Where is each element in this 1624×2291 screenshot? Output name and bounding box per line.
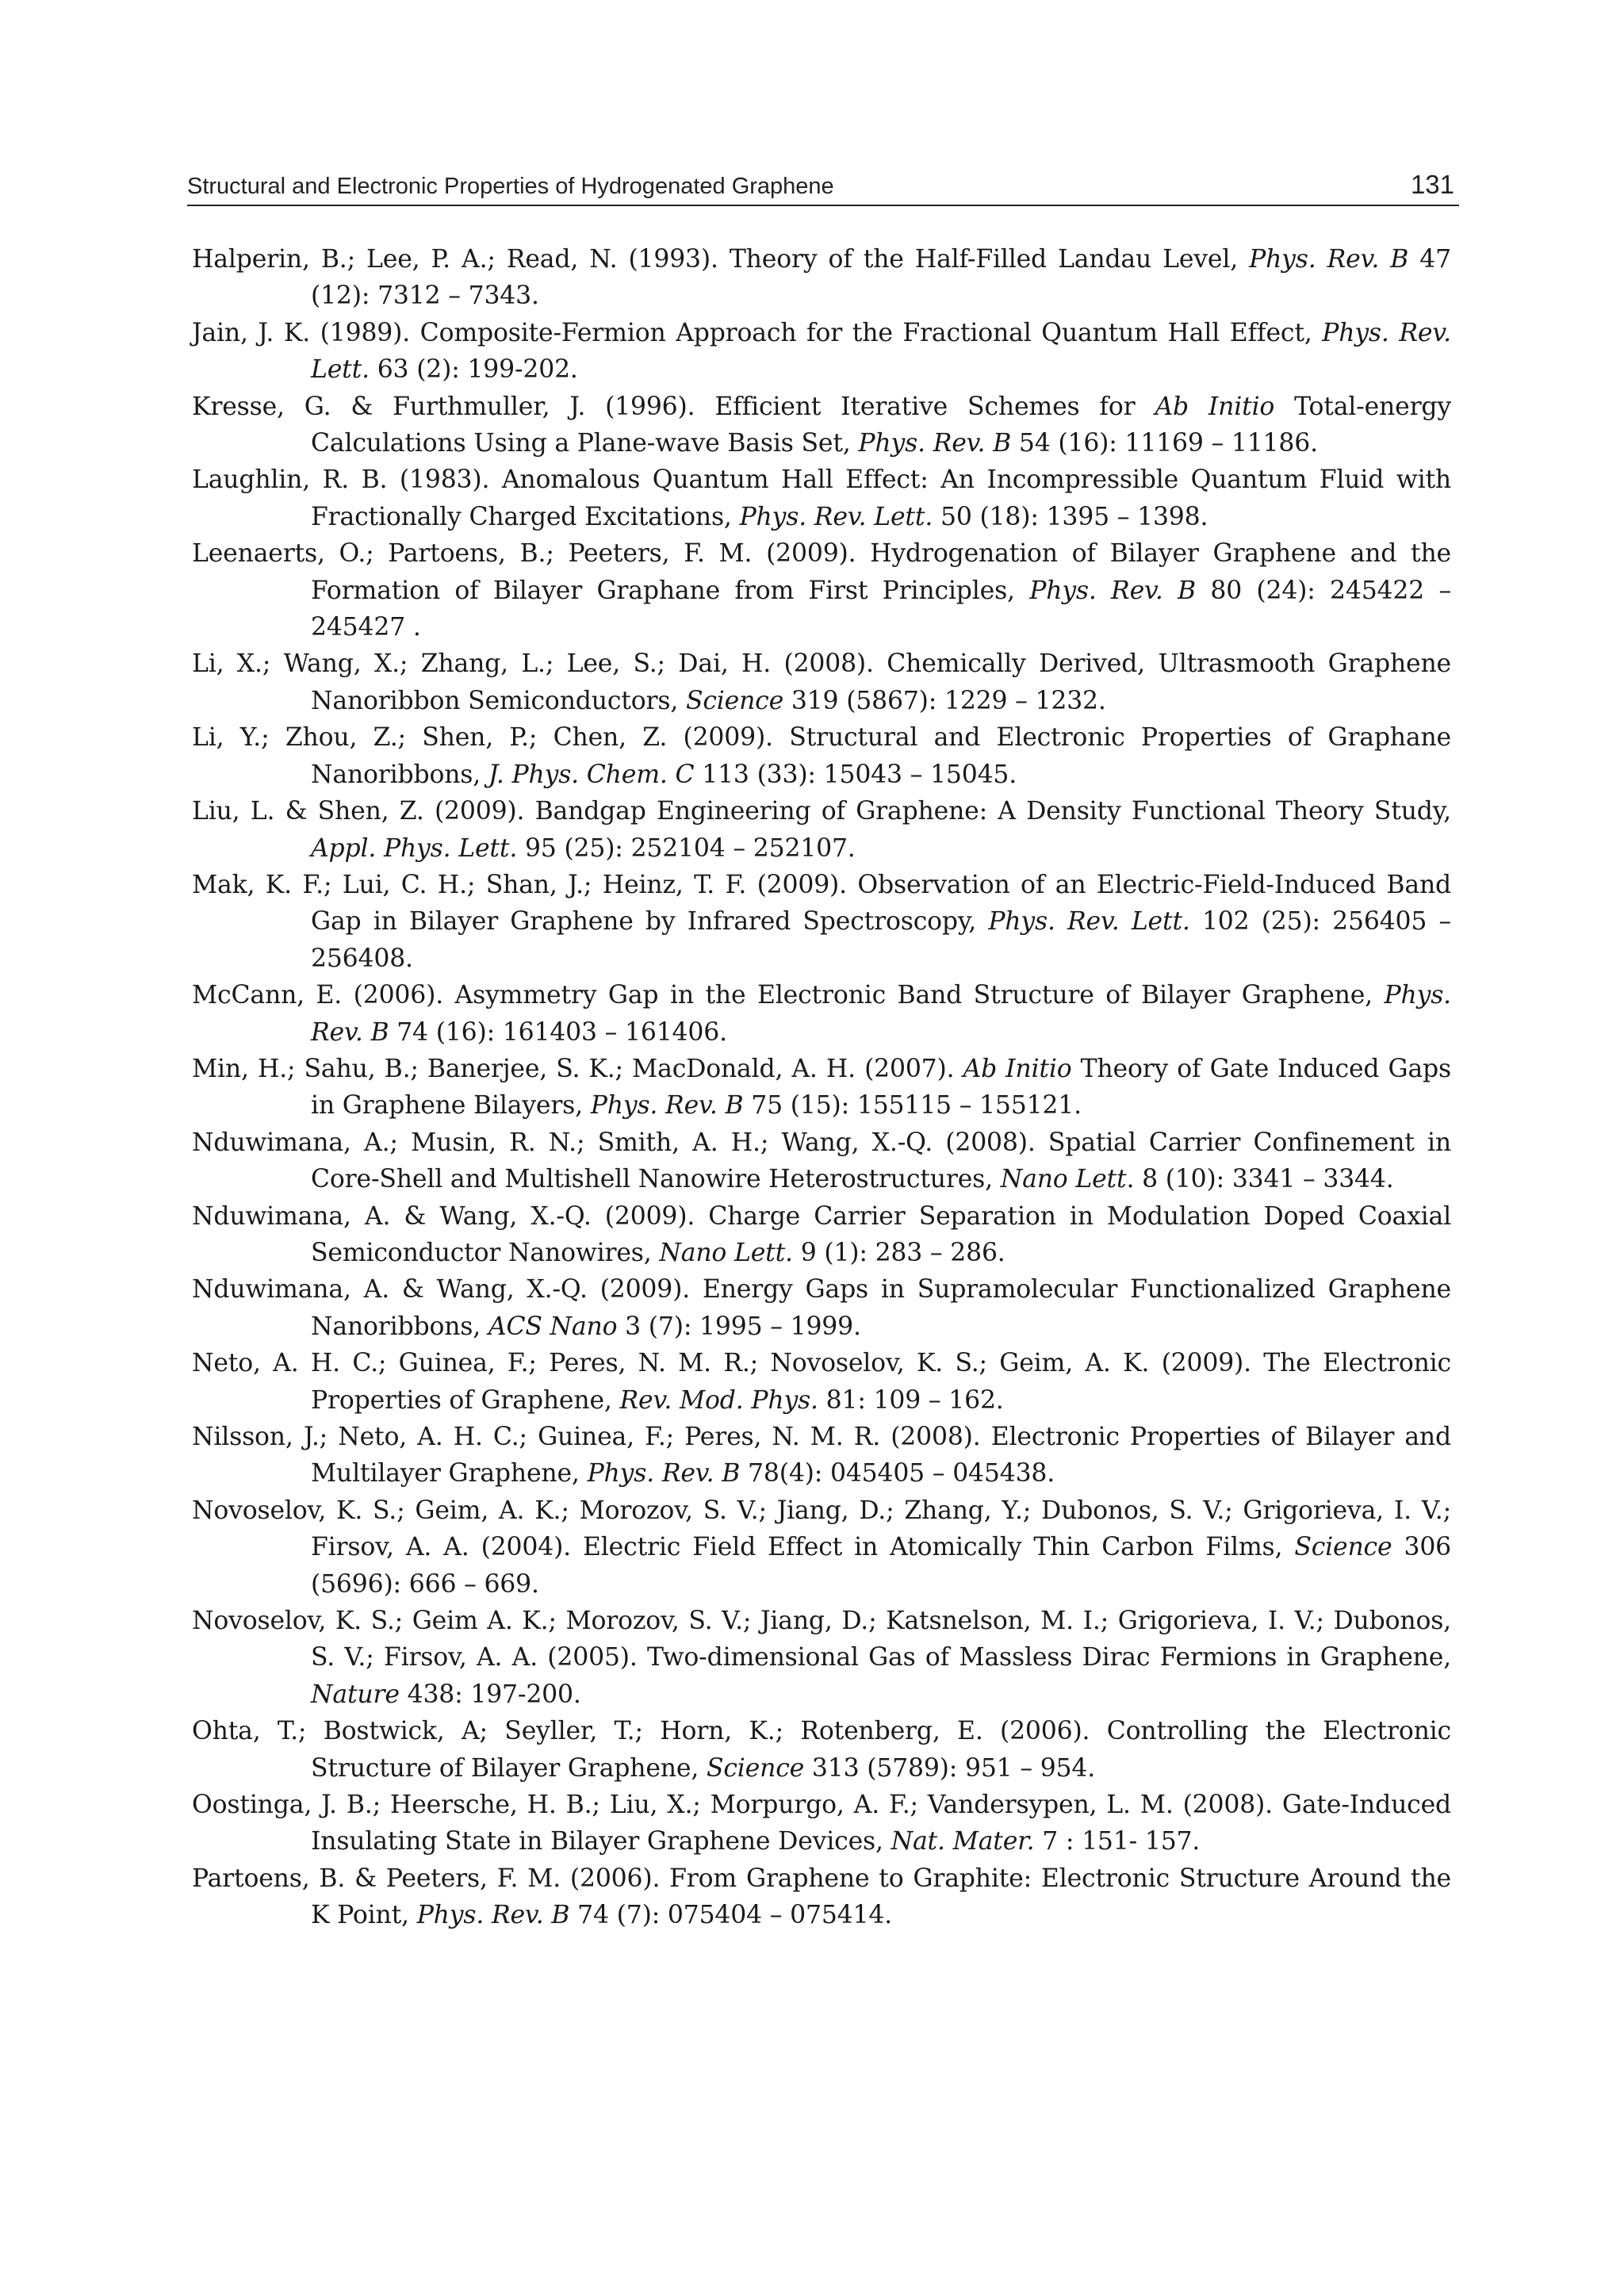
reference-text: Nduwimana, A. & Wang, X.-Q. (2009). Charge Carrier Separation in Modulation Doped Coaxial Semiconductor Nanowires,	[192, 1201, 1451, 1267]
reference-text: Liu, L. & Shen, Z. (2009). Bandgap Engineering of Graphene: A Density Functional Theory Study,	[192, 797, 1451, 826]
journal-title: Science	[706, 1753, 805, 1783]
journal-title: Phys. Rev. B	[1249, 245, 1409, 274]
reference-entry	[192, 1198, 1451, 1272]
reference-entry	[192, 1124, 1451, 1198]
journal-title: J. Phys. Chem. C	[488, 760, 695, 789]
reference-entry	[192, 1492, 1451, 1603]
reference-entry	[192, 535, 1451, 646]
journal-title: Ab Initio	[1155, 392, 1275, 421]
reference-text: 63 (2): 199-202.	[369, 355, 578, 385]
reference-entry	[192, 1051, 1451, 1124]
reference-text: Oostinga, J. B.; Heersche, H. B.; Liu, X.; Morpurgo, A. F.; Vandersypen, L. M. (2008). Gate-Induced Insulating State in Bilayer Graphene Devices,	[192, 1791, 1451, 1856]
reference-text: 80 (24): 245422 – 245427 .	[311, 576, 1451, 642]
journal-title: Phys. Rev. Lett.	[988, 907, 1190, 937]
reference-entry	[192, 389, 1451, 462]
journal-title: Phys. Rev. Lett.	[739, 502, 933, 531]
reference-text: 54 (16): 11169 – 11186.	[1011, 429, 1318, 458]
journal-title: Phys. Rev. B	[590, 1091, 744, 1121]
reference-text: Halperin, B.; Lee, P. A.; Read, N. (1993). Theory of the Half-Filled Landau Level,	[192, 245, 1250, 274]
reference-text: Li, X.; Wang, X.; Zhang, L.; Lee, S.; Dai, H. (2008). Chemically Derived, Ultrasmooth Graphene Nanoribbon Semiconductors,	[192, 649, 1451, 715]
reference-text: 47 (12): 7312 – 7343.	[311, 245, 1451, 311]
reference-entry	[192, 646, 1451, 719]
reference-text: 78(4): 045405 – 045438.	[740, 1459, 1055, 1488]
reference-text: 319 (5867): 1229 – 1232.	[783, 686, 1106, 715]
reference-text: Neto, A. H. C.; Guinea, F.; Peres, N. M. R.; Novoselov, K. S.; Geim, A. K. (2009). The Electronic Properties of Graphene,	[192, 1349, 1451, 1415]
reference-text: Ohta, T.; Bostwick, A; Seyller, T.; Horn, K.; Rotenberg, E. (2006). Controlling the Electronic Structure of Bilayer Graphene,	[192, 1717, 1451, 1783]
journal-title: Phys. Rev. B	[858, 429, 1012, 458]
reference-list	[192, 241, 1451, 1934]
reference-text: McCann, E. (2006). Asymmetry Gap in the Electronic Band Structure of Bilayer Graphene,	[192, 981, 1385, 1010]
reference-text: 306 (5696): 666 – 669.	[311, 1533, 1451, 1599]
reference-text: Nduwimana, A. & Wang, X.-Q. (2009). Energy Gaps in Supramolecular Functionalized Graphene Nanoribbons,	[192, 1275, 1451, 1341]
reference-text: 313 (5789): 951 – 954.	[804, 1753, 1096, 1783]
reference-text: Jain, J. K. (1989). Composite-Fermion Approach for the Fractional Quantum Hall Effect,	[192, 318, 1323, 347]
reference-text: Total-energy Calculations Using a Plane-wave Basis Set,	[311, 392, 1451, 458]
reference-text: 95 (25): 252104 – 252107.	[517, 833, 856, 863]
reference-text: 438: 197-200.	[399, 1680, 581, 1709]
reference-text: Novoselov, K. S.; Geim A. K.; Morozov, S. V.; Jiang, D.; Katsnelson, M. I.; Grigorieva, I. V.; Dubonos, S. V.; Firsov, A. A. (2005). Two-dimensional Gas of Massless Dirac Fermions in Graphene,	[192, 1607, 1451, 1672]
reference-entry	[192, 1271, 1451, 1345]
journal-title: Phys. Rev. Lett.	[311, 318, 1451, 385]
journal-title: Phys. Rev. B	[587, 1459, 741, 1488]
reference-text: Mak, K. F.; Lui, C. H.; Shan, J.; Heinz, T. F. (2009). Observation of an Electric-Field-Induced Band Gap in Bilayer Graphene by Infrared Spectroscopy,	[192, 870, 1451, 937]
journal-title: Phys. Rev. B	[311, 981, 1451, 1047]
journal-title: Phys. Rev. B	[1029, 576, 1196, 605]
journal-title: Nat. Mater.	[891, 1827, 1035, 1856]
reference-text: Partoens, B. & Peeters, F. M. (2006). From Graphene to Graphite: Electronic Structure Around the K Point,	[192, 1864, 1451, 1930]
reference-entry	[192, 719, 1451, 793]
journal-title: Rev. Mod. Phys.	[619, 1385, 818, 1415]
reference-entry	[192, 977, 1451, 1051]
reference-text: Min, H.; Sahu, B.; Banerjee, S. K.; MacDonald, A. H. (2007).	[192, 1054, 963, 1083]
reference-text: Li, Y.; Zhou, Z.; Shen, P.; Chen, Z. (2009). Structural and Electronic Properties of Graphane Nanoribbons,	[192, 723, 1451, 789]
reference-text: 3 (7): 1995 – 1999.	[617, 1312, 861, 1341]
reference-text: Theory of Gate Induced Gaps in Graphene Bilayers,	[311, 1054, 1451, 1121]
reference-text: Kresse, G. & Furthmuller, J. (1996). Efficient Iterative Schemes for	[192, 392, 1155, 421]
page-number: 131	[1410, 170, 1454, 199]
reference-text: Laughlin, R. B. (1983). Anomalous Quantum Hall Effect: An Incompressible Quantum Fluid with Fractionally Charged Excitations,	[192, 465, 1451, 531]
journal-title: Science	[1294, 1533, 1392, 1562]
journal-title: ACS Nano	[488, 1312, 618, 1341]
running-title: Structural and Electronic Properties of Hydrogenated Graphene	[187, 174, 834, 199]
reference-text: . 8 (10): 3341 – 3344.	[1126, 1165, 1394, 1194]
reference-text: 7 : 151- 157.	[1034, 1827, 1201, 1856]
reference-entry	[192, 1713, 1451, 1787]
reference-text: 74 (16): 161403 – 161406.	[389, 1017, 727, 1047]
reference-text: 81: 109 – 162.	[818, 1385, 1004, 1415]
reference-text: 9 (1): 283 – 286.	[792, 1238, 1005, 1267]
journal-title: Phys. Rev. B	[416, 1901, 570, 1930]
running-header	[187, 163, 1459, 206]
reference-text: 75 (15): 155115 – 155121.	[743, 1091, 1082, 1121]
reference-text: Leenaerts, O.; Partoens, B.; Peeters, F. M. (2009). Hydrogenation of Bilayer Graphene and the Formation of Bilayer Graphane from First Principles,	[192, 539, 1451, 605]
reference-text: 50 (18): 1395 – 1398.	[933, 502, 1208, 531]
reference-entry	[192, 1419, 1451, 1492]
journal-title: Nature	[311, 1680, 400, 1709]
journal-title: Appl. Phys. Lett.	[311, 833, 518, 863]
reference-entry	[192, 315, 1451, 389]
reference-entry	[192, 1860, 1451, 1934]
reference-text: 102 (25): 256405 – 256408.	[311, 907, 1451, 973]
reference-text: 113 (33): 15043 – 15045.	[694, 760, 1017, 789]
reference-entry	[192, 1603, 1451, 1713]
journal-title: Science	[685, 686, 784, 715]
reference-entry	[192, 793, 1451, 867]
reference-text: Nilsson, J.; Neto, A. H. C.; Guinea, F.; Peres, N. M. R. (2008). Electronic Properties of Bilayer and Multilayer Graphene,	[192, 1423, 1451, 1488]
reference-text: 74 (7): 075404 – 075414.	[569, 1901, 892, 1930]
journal-title: Ab Initio	[963, 1054, 1072, 1083]
journal-title: Nano Lett	[1000, 1165, 1127, 1194]
journal-title: Nano Lett.	[659, 1238, 793, 1267]
reference-entry	[192, 1787, 1451, 1860]
reference-entry	[192, 241, 1451, 315]
reference-text: Nduwimana, A.; Musin, R. N.; Smith, A. H.; Wang, X.-Q. (2008). Spatial Carrier Confinement in Core-Shell and Multishell Nanowire Heterostructures,	[192, 1128, 1451, 1194]
reference-text: Novoselov, K. S.; Geim, A. K.; Morozov, S. V.; Jiang, D.; Zhang, Y.; Dubonos, S. V.; Grigorieva, I. V.; Firsov, A. A. (2004). Electric Field Effect in Atomically Thin Carbon Films,	[192, 1496, 1451, 1562]
reference-entry	[192, 1345, 1451, 1419]
reference-entry	[192, 867, 1451, 977]
reference-entry	[192, 462, 1451, 535]
